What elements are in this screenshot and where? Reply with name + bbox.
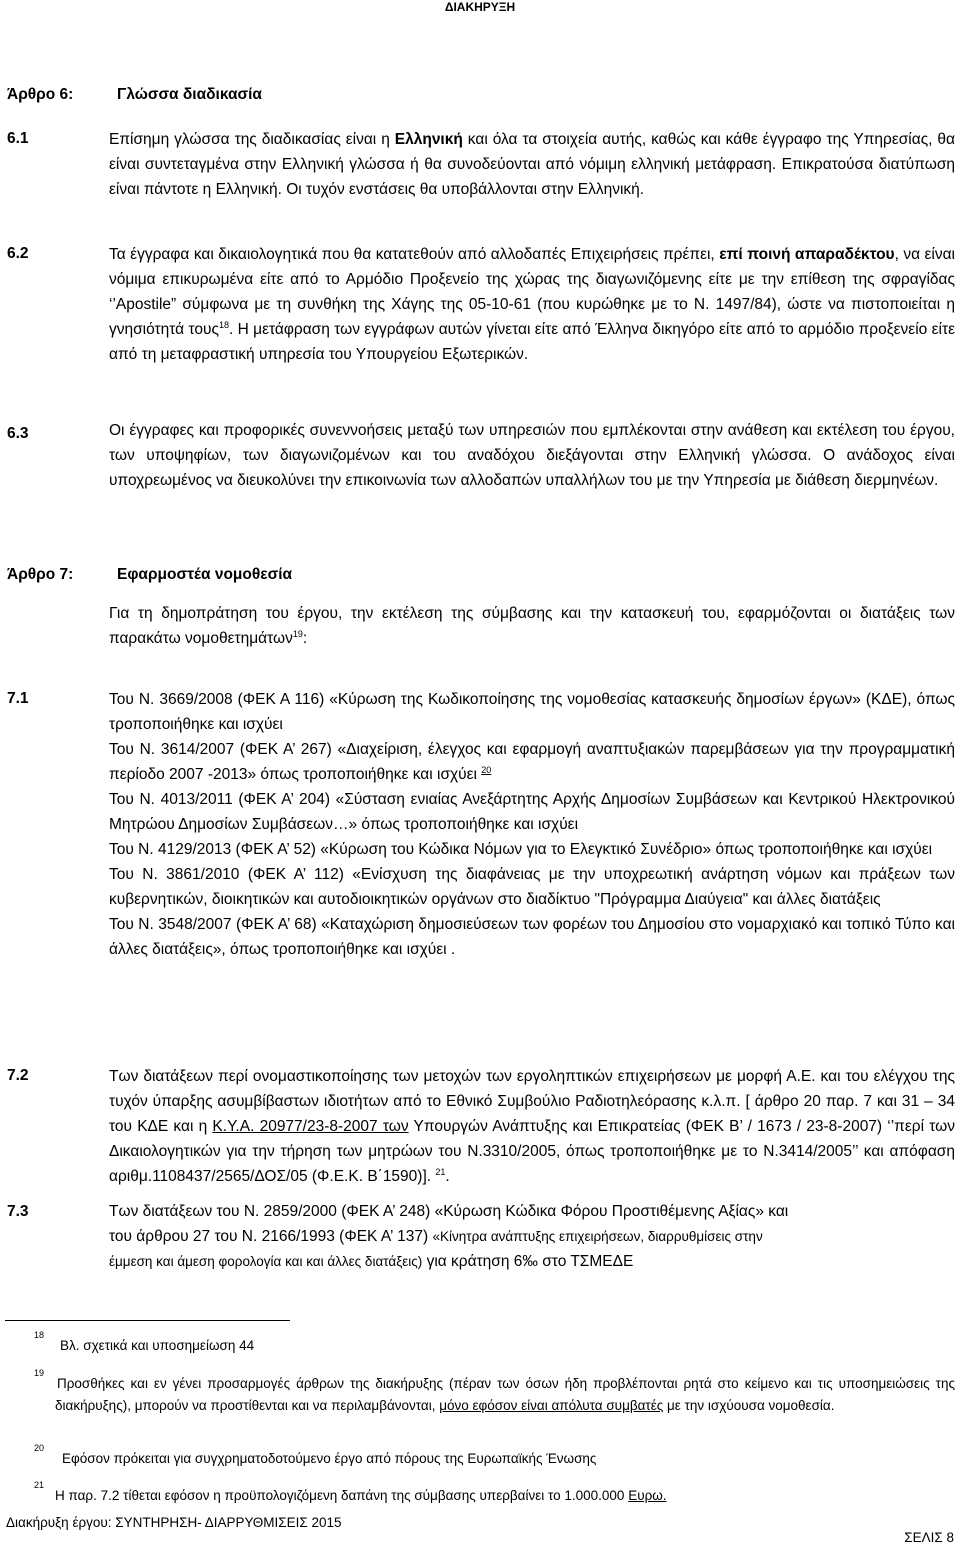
law-4013-2011: Του Ν. 4013/2011 (ΦΕΚ Α’ 204) «Σύσταση ενιαίας Ανεξάρτητης Αρχής Δημοσίων Συμβάσεων και Κεντρικού Ηλεκτρονικού Μητρώου Δημοσίων Συμβάσεων…» όπως τροποποιήθηκε και ισχύει	[109, 791, 955, 833]
page-number: ΣΕΛΙΣ 8	[904, 1530, 954, 1545]
section-7-3-number: 7.3	[7, 1203, 29, 1220]
section-7-2-text: Των διατάξεων περί ονομαστικοποίησης των μετοχών των εργοληπτικών επιχειρήσεων με μορφή Α.Ε. και του ελέγχου της τυχόν ύπαρξης ασυμβίβαστων ιδιοτήτων από το Εθνικό Συμβούλιο Ραδιοτηλεόρασης κ.λ.π. [ άρθρο 20 παρ. 7 και 31 – 34 του ΚΔΕ και η Κ.Υ.Α. 20977/23-8-2007 των Υπουργών Ανάπτυξης και Επικρατείας (ΦΕΚ Β’ / 1673 / 23-8-2007) ‘’περί των Δικαιολογητικών για την τήρηση των μητρώων του Ν.3310/2005, όπως τροποποιήθηκε με το Ν.3414/2005’’ και απόφαση αριθμ.1108437/2565/ΔΟΣ/05 (Φ.Ε.Κ. Β΄1590)]. $^{21}$.	[109, 1068, 955, 1185]
footnote-ref-20[interactable]: 20	[481, 764, 492, 775]
footnote-21-text: Η παρ. 7.2 τίθεται εφόσον η προϋπολογιζόμενη δαπάνη της σύμβασης υπερβαίνει το 1.000.000 Ευρω.	[55, 1488, 667, 1503]
footnote-20-text: Εφόσον πρόκειται για συγχρηματοδοτούμενο έργο από πόρους της Ευρωπαϊκής Ένωσης	[62, 1451, 597, 1466]
section-7-1-list	[109, 687, 955, 962]
footnote-19-text: Προσθήκες και εν γένει προσαρμογές άρθρων της διακήρυξης (πέραν των όσων ήδη προβλέπονται ρητά στο κείμενο και τις υποσημειώσεις της διακήρυξης), μπορούν να προστίθενται και να περιλαμβάνονται, μόνο εφόσον είναι απόλυτα συμβατές με την ισχύουσα νομοθεσία.	[55, 1376, 955, 1413]
page-footer-title: Διακήρυξη έργου: ΣΥΝΤΗΡΗΣΗ- ΔΙΑΡΡΥΘΜΙΣΕΙΣ 2015	[6, 1515, 342, 1530]
footnote-19-number: 19	[34, 1368, 45, 1378]
footnote-ref-21[interactable]: 21	[435, 1166, 446, 1177]
law-4129-2013: Του Ν. 4129/2013 (ΦΕΚ Α’ 52) «Κύρωση του Κώδικα Νόμων για το Ελεγκτικό Συνέδριο» όπως τροποποιήθηκε και ισχύει	[109, 841, 933, 858]
section-6-1-number: 6.1	[7, 130, 29, 147]
footnote-18-number: 18	[34, 1330, 45, 1340]
article-7-title: Εφαρμοστέα νομοθεσία	[117, 566, 293, 583]
footnote-ref-18[interactable]: 18	[218, 319, 229, 330]
article-7-label: Άρθρο 7:	[7, 566, 74, 583]
law-3669-2008: Του Ν. 3669/2008 (ΦΕΚ Α 116) «Κύρωση της Κωδικοποίησης της νομοθεσίας κατασκευής δημοσίων έργων» (ΚΔΕ), όπως τροποποιήθηκε και ισχύει	[109, 691, 955, 733]
section-6-1-text: Επίσημη γλώσσα της διαδικασίας είναι η Ελληνική και όλα τα στοιχεία αυτής, καθώς και κάθε έγγραφο της Υπηρεσίας, θα είναι συντεταγμένα στην Ελληνική γλώσσα ή θα συνοδεύονται από νόμιμη ελληνική μετάφραση. Επικρατούσα διατύπωση είναι πάντοτε η Ελληνική. Οι τυχόν ενστάσεις θα υποβάλλονται στην Ελληνική.	[109, 131, 956, 198]
footnote-ref-19[interactable]: 19	[292, 628, 303, 639]
section-7-2-number: 7.2	[7, 1067, 29, 1084]
law-3548-2007: Του Ν. 3548/2007 (ΦΕΚ Α’ 68) «Καταχώριση δημοσιεύσεων των φορέων του Δημοσίου στο νομαρχιακό και τοπικό Τύπο και άλλες διατάξεις», όπως τροποποιήθηκε και ισχύει .	[109, 916, 955, 958]
article-6-label: Άρθρο 6:	[7, 86, 74, 103]
section-6-2-text: Τα έγγραφα και δικαιολογητικά που θα κατατεθούν από αλλοδαπές Επιχειρήσεις πρέπει, επί ποινή απαραδέκτου, να είναι νόμιμα επικυρωμένα είτε από το Αρμόδιο Προξενείο της χώρας της διαγωνιζόμενης είτε με την επίθεση της σφραγίδας ‘’Apostile” σύμφωνα με τη συνθήκη της Χάγης της 05-10-61 (που κυρώθηκε με το Ν. 1497/84), ώστε να πιστοποιείται η γνησιότητά τους$^{18}$. Η μετάφραση των εγγράφων αυτών γίνεται είτε από Έλληνα δικηγόρο είτε από το αρμόδιο προξενείο είτε από τη μεταφραστική υπηρεσία του Υπουργείου Εξωτερικών.	[109, 246, 955, 363]
section-7-1-number: 7.1	[7, 690, 29, 707]
law-3614-2007: Του Ν. 3614/2007 (ΦΕΚ Α’ 267) «Διαχείριση, έλεγχος και εφαρμογή αναπτυξιακών παρεμβάσεων για την προγραμματική περίοδο 2007 -2013» όπως τροποποιήθηκε και ισχύει $^{20}$	[109, 741, 955, 783]
footnote-separator	[5, 1320, 290, 1321]
section-7-3-text: Των διατάξεων του Ν. 2859/2000 (ΦΕΚ Α’ 248) «Κύρωση Κώδικα Φόρου Προστιθέμενης Αξίας» και του άρθρου 27 του Ν. 2166/1993 (ΦΕΚ Α’ 137) «Κίνητρα ανάπτυξης επιχειρήσεων, διαρρυθμίσεις στην έμμεση και άμεση φορολογία και και άλλες διατάξεις) για κράτηση 6‰ στο ΤΣΜΕΔΕ	[109, 1203, 789, 1270]
section-6-3-number: 6.3	[7, 425, 29, 442]
law-3861-2010: Του Ν. 3861/2010 (ΦΕΚ Α’ 112) «Ενίσχυση της διαφάνειας με την υποχρεωτική ανάρτηση νόμων και πράξεων των κυβερνητικών, διοικητικών και αυτοδιοικητικών οργάνων στο διαδίκτυο "Πρόγραμμα Διαύγεια" και άλλες διατάξεις	[109, 866, 955, 908]
article-6-title: Γλώσσα διαδικασία	[117, 86, 262, 103]
footnote-21-number: 21	[34, 1480, 45, 1490]
section-6-2-number: 6.2	[7, 245, 29, 262]
footnote-18-text: Βλ. σχετικά και υποσημείωση 44	[60, 1338, 255, 1353]
section-6-3-text: Οι έγγραφες και προφορικές συνεννοήσεις μεταξύ των υπηρεσιών που εμπλέκονται στην ανάθεση και εκτέλεση του έργου, των υποψηφίων, των διαγωνιζομένων και του αναδόχου διεξάγονται στην Ελληνική γλώσσα. Ο ανάδοχος είναι υποχρεωμένος να διευκολύνει την επικοινωνία των αλλοδαπών υπαλλήλων του με την Υπηρεσία με διάθεση διερμηνέων.	[109, 422, 955, 489]
page-header: ΔΙΑΚΗΡΥΞΗ	[444, 0, 516, 14]
article-7-intro: Για τη δημοπράτηση του έργου, την εκτέλεση της σύμβασης και την κατασκευή του, εφαρμόζονται οι διατάξεις των παρακάτω νομοθετημάτων$^{19}$:	[109, 605, 955, 647]
footnote-20-number: 20	[34, 1443, 45, 1453]
